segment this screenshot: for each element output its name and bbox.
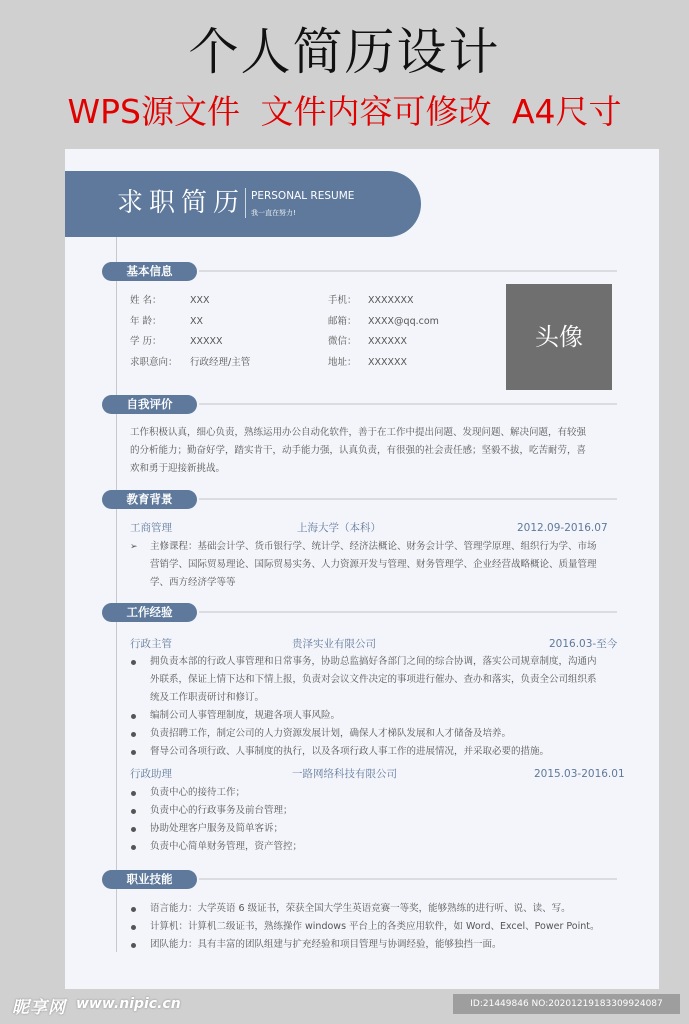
job-duty-line: 协助处理客户服务及简单客诉； [150, 823, 284, 834]
watermark-url: www.nipic.cn [76, 996, 181, 1012]
watermark-id: ID:21449846 NO:20201219183309924087 [453, 994, 680, 1014]
skill-line: 计算机：计算机二级证书，熟练操作 windows 平台上的各类应用软件，如 Word、Excel、Power Point。 [150, 921, 600, 932]
avatar-placeholder[interactable]: 头像 [506, 284, 612, 390]
skill-line: 语言能力：大学英语 6 级证书，荣获全国大学生英语竞赛一等奖，能够熟练的进行听、说、读、写。 [150, 903, 571, 914]
skill-line: 团队能力：具有丰富的团队组建与扩充经验和项目管理与协调经验，能够独挡一面。 [150, 939, 502, 950]
job-duty-line: 统及工作职责研讨和修订。 [150, 692, 265, 703]
course-line: 主修课程：基础会计学、货币银行学、统计学、经济法概论、财务会计学、管理学原理、组织行为学、市场 [150, 541, 597, 552]
job-duty-line: 负责招聘工作，制定公司的人力资源发展计划，确保人才梯队发展和人才储备及培养。 [150, 728, 512, 739]
section-work-experience: 工作经验 [102, 603, 197, 622]
field-label-education: 学 历： [130, 336, 162, 347]
bullet-icon [131, 827, 136, 832]
field-label-wechat: 微信： [328, 336, 357, 347]
self-evaluation-line: 欢和勇于迎接新挑战。 [130, 463, 226, 474]
job-company: 一路网络科技有限公司 [292, 768, 397, 780]
field-label-address: 地址： [328, 357, 357, 368]
bullet-icon [131, 791, 136, 796]
job-company: 贵泽实业有限公司 [292, 638, 376, 650]
education-major: 工商管理 [130, 522, 172, 534]
bullet-icon [131, 907, 136, 912]
section-basic-info: 基本信息 [102, 262, 197, 281]
bullet-icon [131, 660, 136, 665]
field-label-email: 邮箱： [328, 316, 357, 327]
resume-slogan: 我一直在努力! [251, 209, 296, 217]
section-divider [199, 498, 617, 500]
arrow-bullet-icon: ➢ [130, 542, 138, 552]
education-period: 2012.09-2016.07 [517, 522, 608, 534]
bullet-icon [131, 714, 136, 719]
job-duty-line: 负责中心的接待工作； [150, 787, 246, 798]
section-divider [199, 270, 617, 272]
bullet-icon [131, 845, 136, 850]
course-line: 营销学、国际贸易理论、国际贸易实务、人力资源开发与管理、财务管理学、企业经营战略概论、质量管理 [150, 559, 597, 570]
job-period: 2015.03-2016.01 [534, 768, 625, 780]
timeline-line [116, 237, 117, 952]
section-divider [199, 611, 617, 613]
field-value-name: XXX [190, 295, 210, 306]
job-duty-line: 督导公司各项行政、人事制度的执行，以及各项行政人事工作的进展情况，并采取必要的措施。 [150, 746, 550, 757]
self-evaluation-line: 工作积极认真，细心负责，熟练运用办公自动化软件，善于在工作中提出问题、发现问题、解决问题，有较强 [130, 427, 587, 438]
course-line: 学、西方经济学等等 [150, 577, 236, 588]
header-divider [245, 188, 246, 218]
bullet-icon [131, 732, 136, 737]
field-label-objective: 求职意向： [130, 357, 178, 368]
bullet-icon [131, 943, 136, 948]
section-self-evaluation: 自我评价 [102, 395, 197, 414]
field-label-name: 姓 名： [130, 295, 162, 306]
section-skills: 职业技能 [102, 870, 197, 889]
bullet-icon [131, 750, 136, 755]
job-duty-line: 负责中心的行政事务及前台管理； [150, 805, 293, 816]
resume-title: 求职简历 [117, 188, 246, 218]
section-education: 教育背景 [102, 490, 197, 509]
job-period: 2016.03-至今 [549, 638, 618, 650]
field-label-age: 年 龄： [130, 316, 162, 327]
watermark-logo: 昵享网 [12, 998, 66, 1018]
resume-header-band [65, 171, 421, 237]
job-title: 行政助理 [130, 768, 172, 780]
job-title: 行政主管 [130, 638, 172, 650]
field-value-education: XXXXX [190, 336, 223, 347]
promo-subtitle: WPS源文件 文件内容可修改 A4尺寸 [67, 92, 622, 131]
section-divider [199, 878, 617, 880]
field-value-phone: XXXXXXX [368, 295, 414, 306]
promo-title: 个人简历设计 [188, 23, 501, 81]
job-duty-line: 编制公司人事管理制度，规避各项人事风险。 [150, 710, 341, 721]
self-evaluation-line: 的分析能力；勤奋好学，踏实肯干，动手能力强，认真负责，有很强的社会责任感；坚毅不拔，吃苦耐劳，喜 [130, 445, 587, 456]
job-duty-line: 外联系，保证上情下达和下情上报，负责对会议文件决定的事项进行催办、查办和落实，负责全公司组织系 [150, 674, 597, 685]
bullet-icon [131, 925, 136, 930]
bullet-icon [131, 809, 136, 814]
field-value-objective: 行政经理/主管 [190, 357, 251, 368]
field-value-wechat: XXXXXX [368, 336, 408, 347]
resume-page [65, 149, 659, 989]
section-divider [199, 403, 617, 405]
field-label-phone: 手机： [328, 295, 357, 306]
job-duty-line: 拥负责本部的行政人事管理和日常事务，协助总监搞好各部门之间的综合协调，落实公司规章制度，沟通内 [150, 656, 597, 667]
field-value-age: XX [190, 316, 204, 327]
resume-title-en: PERSONAL RESUME [251, 190, 355, 202]
field-value-email: XXXX@qq.com [368, 316, 439, 327]
education-school: 上海大学（本科） [297, 522, 381, 534]
field-value-address: XXXXXX [368, 357, 408, 368]
job-duty-line: 负责中心简单财务管理，资产管控； [150, 841, 303, 852]
